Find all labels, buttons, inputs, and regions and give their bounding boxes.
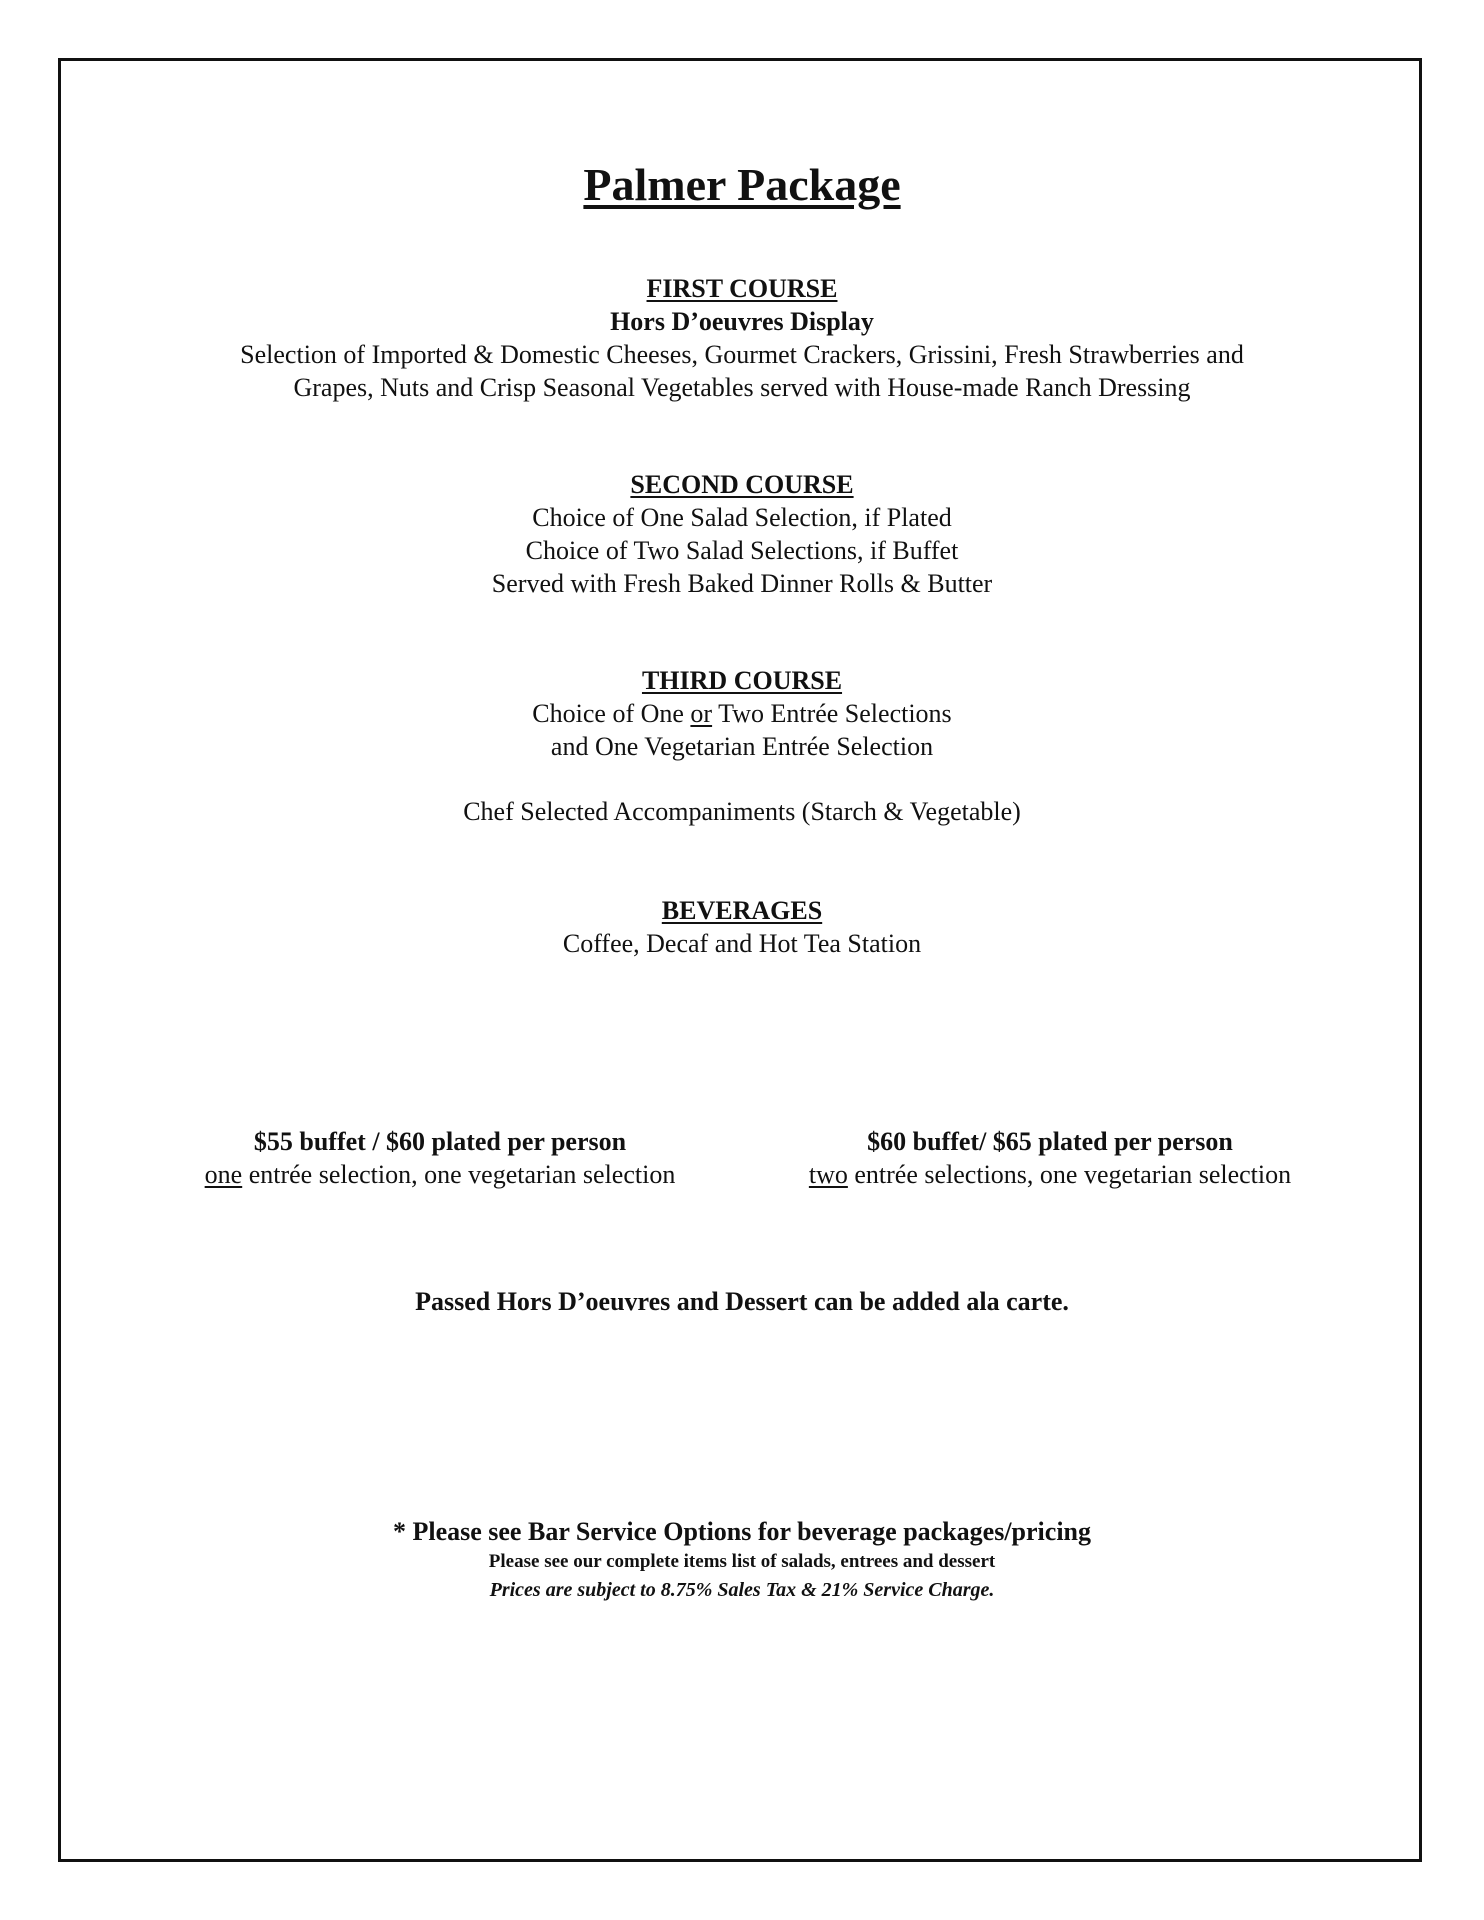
pricing-option-2-count: two xyxy=(808,1160,848,1189)
beverages-line-1: Coffee, Decaf and Hot Tea Station xyxy=(562,929,922,958)
third-course-line-1-start: Choice of One xyxy=(532,699,691,728)
third-course-or: or xyxy=(690,699,713,728)
second-course-line-3: Served with Fresh Baked Dinner Rolls & Butter xyxy=(491,569,993,598)
first-course-heading: FIRST COURSE xyxy=(646,274,838,303)
third-course-line-2: and One Vegetarian Entrée Selection xyxy=(550,732,934,761)
pricing-option-1-desc: entrée selection, one vegetarian selection xyxy=(242,1160,676,1189)
page-title: Palmer Package xyxy=(583,159,901,210)
third-course-line-1-end: Two Entrée Selections xyxy=(712,699,952,728)
third-course-section xyxy=(0,664,1484,828)
third-course-heading: THIRD COURSE xyxy=(641,666,843,695)
addon-note: Passed Hors D’oeuvres and Dessert can be added ala carte. xyxy=(415,1287,1069,1316)
third-course-gap xyxy=(0,763,1484,795)
first-course-line-2: Grapes, Nuts and Crisp Seasonal Vegetables served with House-made Ranch Dressing xyxy=(293,373,1191,402)
pricing-option-1-count: one xyxy=(204,1160,243,1189)
pricing-option-1-desc-line xyxy=(150,1158,730,1191)
first-course-line-1: Selection of Imported & Domestic Cheeses, Gourmet Crackers, Grissini, Fresh Strawberries and xyxy=(240,340,1244,369)
second-course-section xyxy=(0,468,1484,600)
first-course-subheading: Hors D’oeuvres Display xyxy=(610,307,874,336)
third-course-line-3: Chef Selected Accompaniments (Starch & Vegetable) xyxy=(463,797,1021,826)
second-course-line-1: Choice of One Salad Selection, if Plated xyxy=(532,503,952,532)
pricing-option-1 xyxy=(150,1125,730,1191)
second-course-heading: SECOND COURSE xyxy=(630,470,854,499)
items-list-note: Please see our complete items list of salads, entrees and dessert xyxy=(488,1551,996,1572)
bar-service-note: * Please see Bar Service Options for beverage packages/pricing xyxy=(392,1517,1092,1546)
beverages-section xyxy=(0,894,1484,960)
third-course-line-1 xyxy=(0,697,1484,730)
beverages-heading: BEVERAGES xyxy=(661,896,823,925)
first-course-section xyxy=(0,272,1484,404)
pricing-option-2-price: $60 buffet/ $65 plated per person xyxy=(867,1127,1233,1156)
pricing-option-2-desc: entrée selections, one vegetarian selection xyxy=(847,1160,1292,1189)
pricing-option-1-price: $55 buffet / $60 plated per person xyxy=(253,1127,627,1156)
second-course-line-2: Choice of Two Salad Selections, if Buffet xyxy=(525,536,959,565)
pricing-option-2-desc-line xyxy=(760,1158,1340,1191)
footer-notes xyxy=(0,1516,1484,1604)
pricing-option-2 xyxy=(760,1125,1340,1191)
tax-note: Prices are subject to 8.75% Sales Tax & 21% Service Charge. xyxy=(489,1579,995,1601)
